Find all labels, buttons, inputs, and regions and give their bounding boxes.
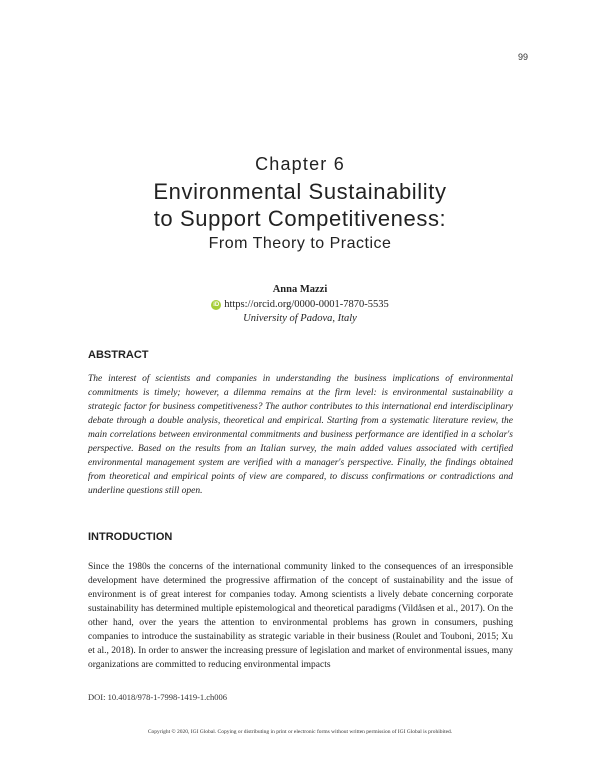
orcid-row <box>0 297 600 312</box>
doi-line: DOI: 10.4018/978-1-7998-1419-1.ch006 <box>88 692 228 702</box>
abstract-text: The interest of scientists and companies in understanding the business implications of environmental commitments is timely; however, a dilemma remains at the firm level: is environmental sustainability a strategic factor for business competitiveness? The author contributes to this international end interdisciplinary debate through a double analysis, theoretical and empirical. Starting from a systematic literature review, the main correlations between environmental commitments and business performance are identified in a scholar's perspective. Based on the results from an Italian survey, the main added values associated with certified environmental management system are verified with a manager's perspective. Finally, the findings obtained from theoretical and empirical points of view are compared, to discuss confirmations or contradictions and underline questions still open. <box>88 374 513 496</box>
chapter-title-line-2: to Support Competitiveness: <box>153 206 447 231</box>
author-name: Anna Mazzi <box>272 284 328 295</box>
author-affiliation: University of Padova, Italy <box>243 313 357 324</box>
orcid-link[interactable]: https://orcid.org/0000-0001-7870-5535 <box>224 299 389 310</box>
copyright-notice: Copyright © 2020, IGI Global. Copying or distributing in print or electronic forms without written permission of IGI Global is prohibited. <box>147 729 453 735</box>
abstract-heading: ABSTRACT <box>88 349 149 361</box>
chapter-label: Chapter 6 <box>255 154 345 174</box>
orcid-icon: iD <box>213 302 220 308</box>
page-number: 99 <box>517 52 528 62</box>
author-block <box>0 283 600 326</box>
chapter-title-line-1: Environmental Sustainability <box>153 179 447 204</box>
chapter-subtitle: From Theory to Practice <box>208 235 392 252</box>
introduction-heading: INTRODUCTION <box>88 531 173 543</box>
chapter-title <box>0 178 600 232</box>
introduction-text: Since the 1980s the concerns of the international community linked to the consequences of an irresponsible development have determined the progressive affirmation of the concept of sustainability and the issue of environment is of great interest for companies today. Among scientists a lively debate concerning corporate sustainability has determined multiple epistemological and theoretical paradigms (Vildåsen et al., 2017). On the other hand, over the years the attention to environmental problems has grown in consumers, pushing companies to introduce the sustainability as strategic variable in their business (Roulet and Touboni, 2015; Xu et al., 2018). In order to answer the increasing pressure of legislation and market of environmental issues, many organizations are committed to reducing environmental impacts <box>88 562 513 670</box>
